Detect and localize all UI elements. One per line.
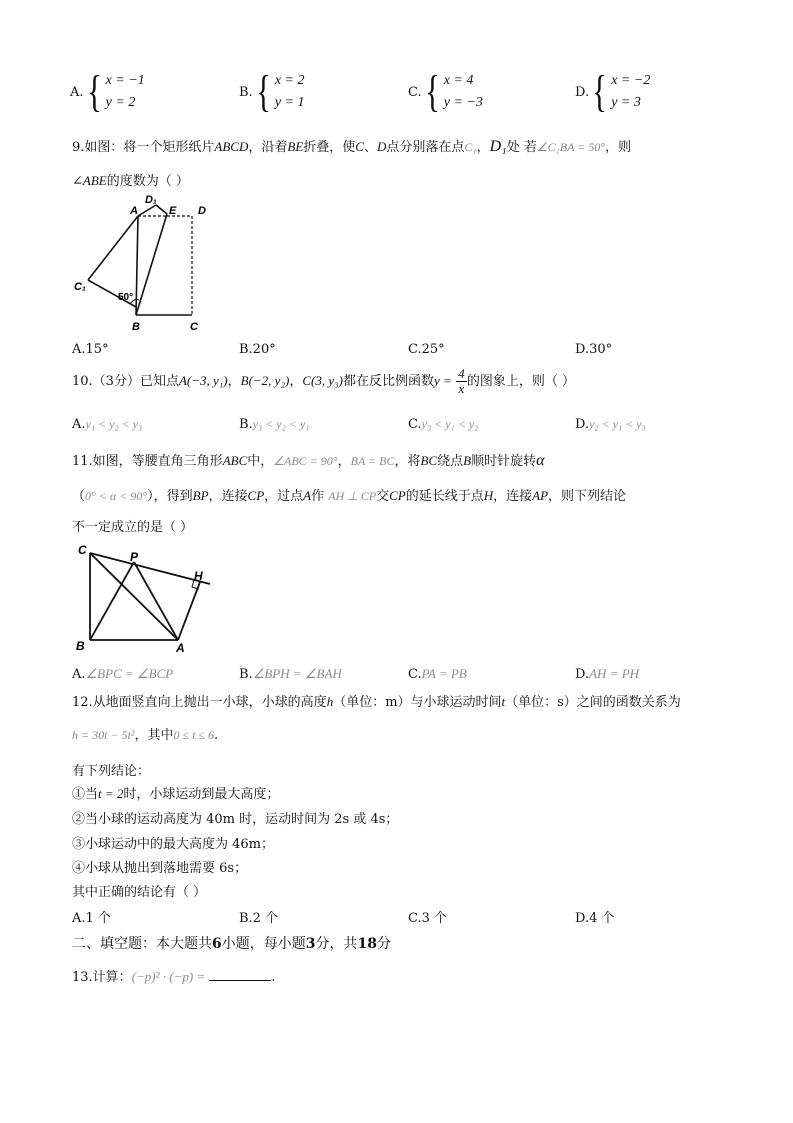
stem-text: 的图象上，则（ ）: [466, 374, 576, 389]
math-c: C: [355, 139, 364, 154]
section-2-heading: [72, 933, 391, 953]
option-label: C.: [408, 667, 422, 682]
math-bp: BP: [192, 488, 209, 503]
math-formula: h = 30t − 5t²: [72, 728, 135, 742]
option-label: D.: [575, 667, 590, 682]
option-expr: PA = PB: [421, 666, 467, 681]
option-label: C.: [408, 417, 422, 432]
math-point-b: B(−2, y₂): [240, 373, 290, 388]
math-a: A: [303, 488, 312, 503]
q12-option-c: C.3 个: [408, 911, 448, 926]
label-c: C: [190, 321, 198, 333]
label-c1: C₁: [74, 281, 86, 293]
heading-count: 6: [212, 936, 222, 952]
equation-y: y = 3: [611, 95, 641, 110]
stem-text: 都在反比例函数: [342, 374, 434, 389]
q10-option-d: [575, 417, 646, 432]
stem-text: ，连接: [493, 489, 533, 504]
stem-text: .: [214, 728, 219, 743]
q12-option-d: D.4 个: [575, 911, 615, 926]
q8-option-d: [575, 67, 651, 116]
q13-stem: [72, 966, 276, 985]
equation-y: y = −3: [443, 95, 483, 110]
heading-text: 分，共: [315, 936, 358, 952]
math-function-lhs: y =: [433, 373, 452, 388]
math-alpha-range: 0° < α < 90°: [85, 489, 148, 503]
stem-text: 交: [376, 489, 390, 504]
q11-option-c: [408, 666, 467, 682]
equation-x: x = −2: [611, 73, 651, 88]
stem-text: ，: [476, 140, 490, 155]
stem-text: 的延长线于点: [405, 489, 484, 504]
label-a: A: [130, 205, 138, 217]
heading-text: 分: [376, 936, 391, 952]
math-h: H: [483, 488, 494, 503]
q12-option-a: A.1 个: [72, 911, 111, 926]
equation-y: y = 2: [105, 95, 136, 110]
q9-option-c: C.25°: [408, 342, 445, 357]
stem-text: ，将: [394, 454, 421, 469]
label-d1: D₁: [145, 194, 157, 206]
math-equal-sides: BA = BC: [350, 454, 395, 468]
label-e: E: [169, 205, 177, 217]
stem-text: ，连接: [208, 489, 248, 504]
math-h: h: [326, 694, 334, 709]
math-cp: CP: [389, 488, 406, 503]
q12-conclusion-3: ③小球运动中的最大高度为 46m；: [72, 837, 275, 852]
option-label: A.: [72, 417, 86, 432]
q9-stem-line1: [72, 136, 631, 156]
q12-conclusion-1: [72, 783, 279, 802]
q12-stem-line1: [72, 691, 681, 710]
option-label: B.: [239, 84, 253, 100]
stem-text: 中，: [247, 454, 274, 469]
equation-x: x = −1: [105, 73, 145, 88]
option-expr: y₃ < y₂ < y₁: [252, 417, 310, 431]
option-label: D.: [575, 417, 590, 432]
seg-a-h: [178, 582, 200, 640]
q10-option-a: [72, 417, 142, 432]
label-d: D: [198, 205, 206, 217]
math-d1: D₁: [489, 138, 507, 155]
math-c1: C₁: [464, 140, 477, 154]
q11-option-a: [72, 666, 173, 682]
q10-stem: [72, 366, 575, 397]
q10-option-c: [408, 417, 478, 432]
math-alpha: α: [536, 452, 545, 469]
option-expr: y₃ < y₁ < y₂: [421, 417, 479, 431]
math-abcd: ABCD: [214, 139, 249, 154]
stem-text: 时，小球运动到最大高度；: [123, 787, 280, 802]
option-label: A.: [70, 84, 84, 100]
stem-text: （单位：s）之间的函数关系为: [505, 695, 681, 710]
math-expression: (−p)² · (−p) =: [131, 969, 206, 984]
edge-d1-e: [156, 205, 167, 214]
stem-text: 11.如图，等腰直角三角形: [72, 454, 223, 469]
label-b: B: [76, 639, 85, 653]
label-b: B: [132, 321, 140, 333]
stem-text: 绕点: [437, 454, 464, 469]
heading-text: 二、填空题：本大题共: [72, 936, 212, 952]
math-bc: BC: [420, 453, 438, 468]
math-angle-condition: ∠C₁BA = 50°: [536, 140, 606, 154]
q12-question: 其中正确的结论有（ ）: [72, 885, 207, 900]
math-perpendicular: AH ⊥ CP: [328, 489, 377, 503]
math-t: t: [501, 694, 506, 709]
stem-text: ，其中: [134, 728, 174, 743]
q9-option-a: A.15°: [72, 342, 109, 357]
stem-text: .: [271, 970, 276, 985]
stem-text: 顺时针旋转: [471, 454, 537, 469]
math-b: B: [463, 453, 472, 468]
heading-total: 18: [357, 936, 377, 952]
stem-text: ①当: [72, 787, 99, 802]
q11-figure: [72, 540, 222, 658]
q9-option-b: B.20°: [239, 342, 276, 357]
stem-text: 9.如图：将一个矩形纸片: [72, 140, 215, 155]
answer-blank[interactable]: [209, 968, 271, 981]
left-brace: {: [424, 67, 440, 116]
math-ap: AP: [532, 488, 549, 503]
heading-text: 小题，每小题: [221, 936, 306, 952]
stem-text: （: [72, 489, 86, 504]
stem-text: 的度数为（ ）: [106, 174, 189, 189]
q9-option-d: D.30°: [575, 342, 613, 357]
label-angle-50: 50°: [118, 292, 134, 303]
fraction-denominator: x: [458, 381, 465, 396]
option-label: A.: [72, 667, 86, 682]
stem-text: 13.计算：: [72, 970, 132, 985]
hyp-c-a: [90, 553, 178, 640]
math-cp: CP: [247, 488, 265, 503]
q11-stem-line2: [72, 485, 626, 504]
left-brace: {: [255, 67, 271, 116]
option-label: D.: [575, 84, 590, 100]
math-abc: ABC: [222, 453, 248, 468]
stem-text: 折叠，使: [303, 140, 356, 155]
equation-x: x = 4: [443, 73, 474, 88]
stem-text: 10.（3分）已知点: [72, 374, 179, 389]
stem-text: ，则: [605, 140, 632, 155]
edge-a-b: [136, 216, 138, 315]
option-expr: AH = PH: [589, 666, 640, 681]
edge-a-d1: [138, 205, 156, 216]
edge-a-c1: [88, 216, 138, 280]
math-point-c: C(3, y₃): [302, 373, 343, 388]
math-angle-abe: ∠ABE: [72, 173, 107, 188]
stem-text: ，过点: [264, 489, 304, 504]
stem-text: ，沿着: [248, 140, 288, 155]
math-be: BE: [287, 139, 304, 154]
q12-stem-line2: [72, 724, 218, 743]
option-expr: y₂ < y₁ < y₃: [589, 417, 646, 431]
q11-option-b: [239, 666, 342, 682]
stem-text: ，: [289, 374, 303, 389]
crease-b-e: [136, 214, 167, 315]
option-expr: ∠BPC = ∠BCP: [85, 666, 174, 681]
q8-option-b: [239, 67, 305, 116]
q11-stem-line1: [72, 450, 545, 470]
label-a: A: [176, 641, 185, 655]
stem-text: ，: [337, 454, 351, 469]
stem-text: 、: [363, 140, 377, 155]
stem-text: （单位：m）与小球运动时间: [333, 695, 502, 710]
q9-stem-line2: [72, 170, 189, 189]
label-c: C: [78, 543, 87, 557]
option-label: C.: [408, 84, 422, 100]
line-c-h: [90, 553, 210, 584]
equation-y: y = 1: [274, 95, 305, 110]
q11-stem-line3: 不一定成立的是（ ）: [72, 520, 194, 535]
label-h: H: [194, 569, 203, 583]
fraction-numerator: 4: [458, 366, 465, 381]
equation-x: x = 2: [274, 73, 305, 88]
q8-option-c: [408, 67, 483, 116]
math-t-equals-2: t = 2: [98, 786, 124, 801]
math-range: 0 ≤ t ≤ 6: [173, 728, 214, 742]
math-fraction: [456, 367, 467, 396]
stem-text: 作: [311, 489, 325, 504]
stem-text: ，则下列结论: [548, 489, 627, 504]
math-d: D: [376, 139, 387, 154]
stem-text: ，: [227, 374, 241, 389]
stem-text: ），得到: [147, 489, 193, 504]
q12-option-b: B.2 个: [239, 911, 279, 926]
option-label: B.: [239, 417, 253, 432]
stem-text: 点分别落在点: [386, 140, 465, 155]
option-label: B.: [239, 667, 253, 682]
left-brace: {: [86, 67, 102, 116]
left-brace: {: [592, 67, 608, 116]
math-angle-condition: ∠ABC = 90°: [273, 454, 338, 468]
label-p: P: [130, 550, 139, 564]
q8-option-a: [70, 67, 145, 116]
q12-conclusion-2: ②当小球的运动高度为 40m 时，运动时间为 2s 或 4s；: [72, 812, 399, 827]
stem-text: 处 若: [506, 140, 537, 155]
q9-figure: [72, 192, 232, 334]
math-point-a: A(−3, y₁): [178, 373, 228, 388]
option-expr: y₁ < y₂ < y₃: [85, 417, 143, 431]
heading-points: 3: [305, 936, 316, 952]
option-expr: ∠BPH = ∠BAH: [252, 666, 342, 681]
q12-conclusion-4: ④小球从抛出到落地需要 6s；: [72, 861, 248, 876]
q12-intro: 有下列结论：: [72, 764, 151, 779]
q11-option-d: [575, 666, 639, 682]
q10-option-b: [239, 417, 309, 432]
stem-text: 12.从地面竖直向上抛出一小球，小球的高度: [72, 695, 327, 710]
